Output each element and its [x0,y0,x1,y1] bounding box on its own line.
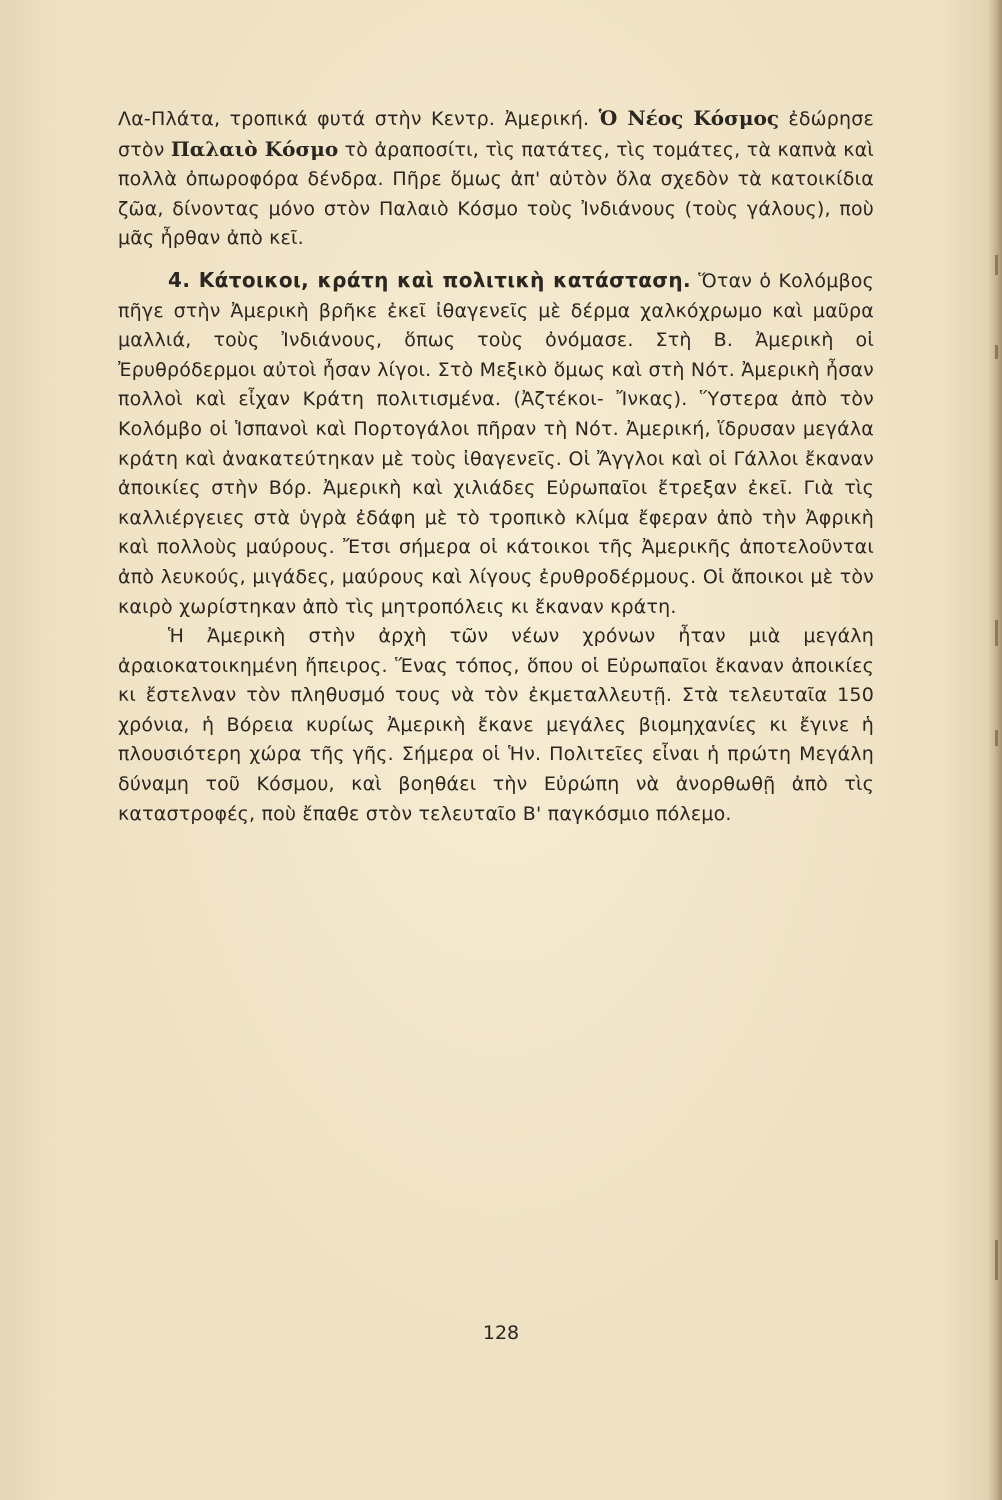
edge-mark [995,345,998,359]
section-4-heading: 4. Κάτοικοι, κράτη καὶ πολιτικὴ κατάσταση. [168,267,692,292]
edge-mark [995,620,998,646]
paragraph-1 [118,104,874,254]
edge-mark [995,730,998,746]
paragraph-1-text-b: ἐδώρησε στὸν [118,108,874,161]
term-new-world: Ὁ Νέος Κόσμος [598,106,780,130]
paragraph-1-text-a: Λα-Πλάτα, τροπικά φυτά στὴν Κεντρ. Ἀμερική. [118,108,599,130]
term-old-world: Παλαιὸ Κόσμο [170,136,339,161]
section-4 [118,266,874,622]
edge-mark [995,255,998,275]
section-4-text: Ὅταν ὁ Κολόμβος πῆγε στὴν Ἀμερικὴ βρῆκε ἐκεῖ ἰθαγενεῖς μὲ δέρμα χαλκόχρωμο καὶ μαῦρα μαλλιά, τοὺς Ἰνδιάνους, ὅπως τοὺς ὀνόμασε. Στὴ Β. Ἀμερικὴ οἱ Ἐρυθρόδερμοι αὐτοὶ ἦσαν λίγοι. Στὸ Μεξικὸ ὅμως καὶ στὴ Νότ. Ἀμερικὴ ἦσαν πολλοὶ καὶ εἶχαν Κράτη πολιτισμένα. (Ἀζτέκοι- Ἴνκας). Ὕστερα ἀπὸ τὸν Κολόμβο οἱ Ἱσπανοὶ καὶ Πορτογάλοι πῆραν τὴ Νότ. Ἀμερική, ἵδρυσαν μεγάλα κράτη καὶ ἀνακατεύτηκαν μὲ τοὺς ἰθαγενεῖς. Οἱ Ἄγγλοι καὶ οἱ Γάλλοι ἔκαναν ἀποικίες στὴν Βόρ. Ἀμερικὴ καὶ χιλιάδες Εὐρωπαῖοι ἔτρεξαν ἐκεῖ. Γιὰ τὶς καλλιέργειες στὰ ὑγρὰ ἐδάφη μὲ τὸ τροπικὸ κλίμα ἔφεραν ἀπὸ τὴν Ἀφρικὴ καὶ πολλοὺς μαύρους. Ἔτσι σήμερα οἱ κάτοικοι τῆς Ἀμερικῆς ἀποτελοῦνται ἀπὸ λευκούς, μιγάδες, μαύρους καὶ λίγους ἐρυθροδέρμους. Οἱ ἄποικοι μὲ τὸν καιρὸ χωρίστηκαν ἀπὸ τὶς μητροπόλεις κι ἔκαναν κράτη. [118,269,874,618]
page-number: 128 [482,1322,520,1344]
body-text [118,104,874,829]
paragraph-1-text-c: τὸ ἀραποσίτι, τὶς πατάτες, τὶς τομάτες, τὰ καπνὰ καὶ πολλὰ ὀπωροφόρα δένδρα. Πῆρε ὅμως ἀπ' αὐτὸν ὅλα σχεδὸν τὰ κατοικίδια ζῶα, δίνοντας μόνο στὸν Παλαιὸ Κόσμο τοὺς Ἰνδιάνους (τοὺς γάλους), ποὺ μᾶς ἦρθαν ἀπὸ κεῖ. [118,138,874,250]
edge-mark [995,1240,998,1280]
paragraph-3: Ἡ Ἀμερικὴ στὴν ἀρχὴ τῶν νέων χρόνων ἦταν μιὰ μεγάλη ἀραιοκατοικημένη ἤπειρος. Ἕνας τόπος, ὅπου οἱ Εὐρωπαῖοι ἔκαναν ἀποικίες κι ἔστελναν τὸν πληθυσμό τους νὰ τὸν ἐκμεταλλευτῇ. Στὰ τελευταῖα 150 χρόνια, ἡ Βόρεια κυρίως Ἀμερικὴ ἔκανε μεγάλες βιομηχανίες κι ἔγινε ἡ πλουσιότερη χώρα τῆς γῆς. Σήμερα οἱ Ἡν. Πολιτεῖες εἶναι ἡ πρώτη Μεγάλη δύναμη τοῦ Κόσμου, καὶ βοηθάει τὴν Εὐρώπη νὰ ἀνορθωθῇ ἀπὸ τὶς καταστροφές, ποὺ ἔπαθε στὸν τελευταῖο Β' παγκόσμιο πόλεμο. [118,625,874,825]
